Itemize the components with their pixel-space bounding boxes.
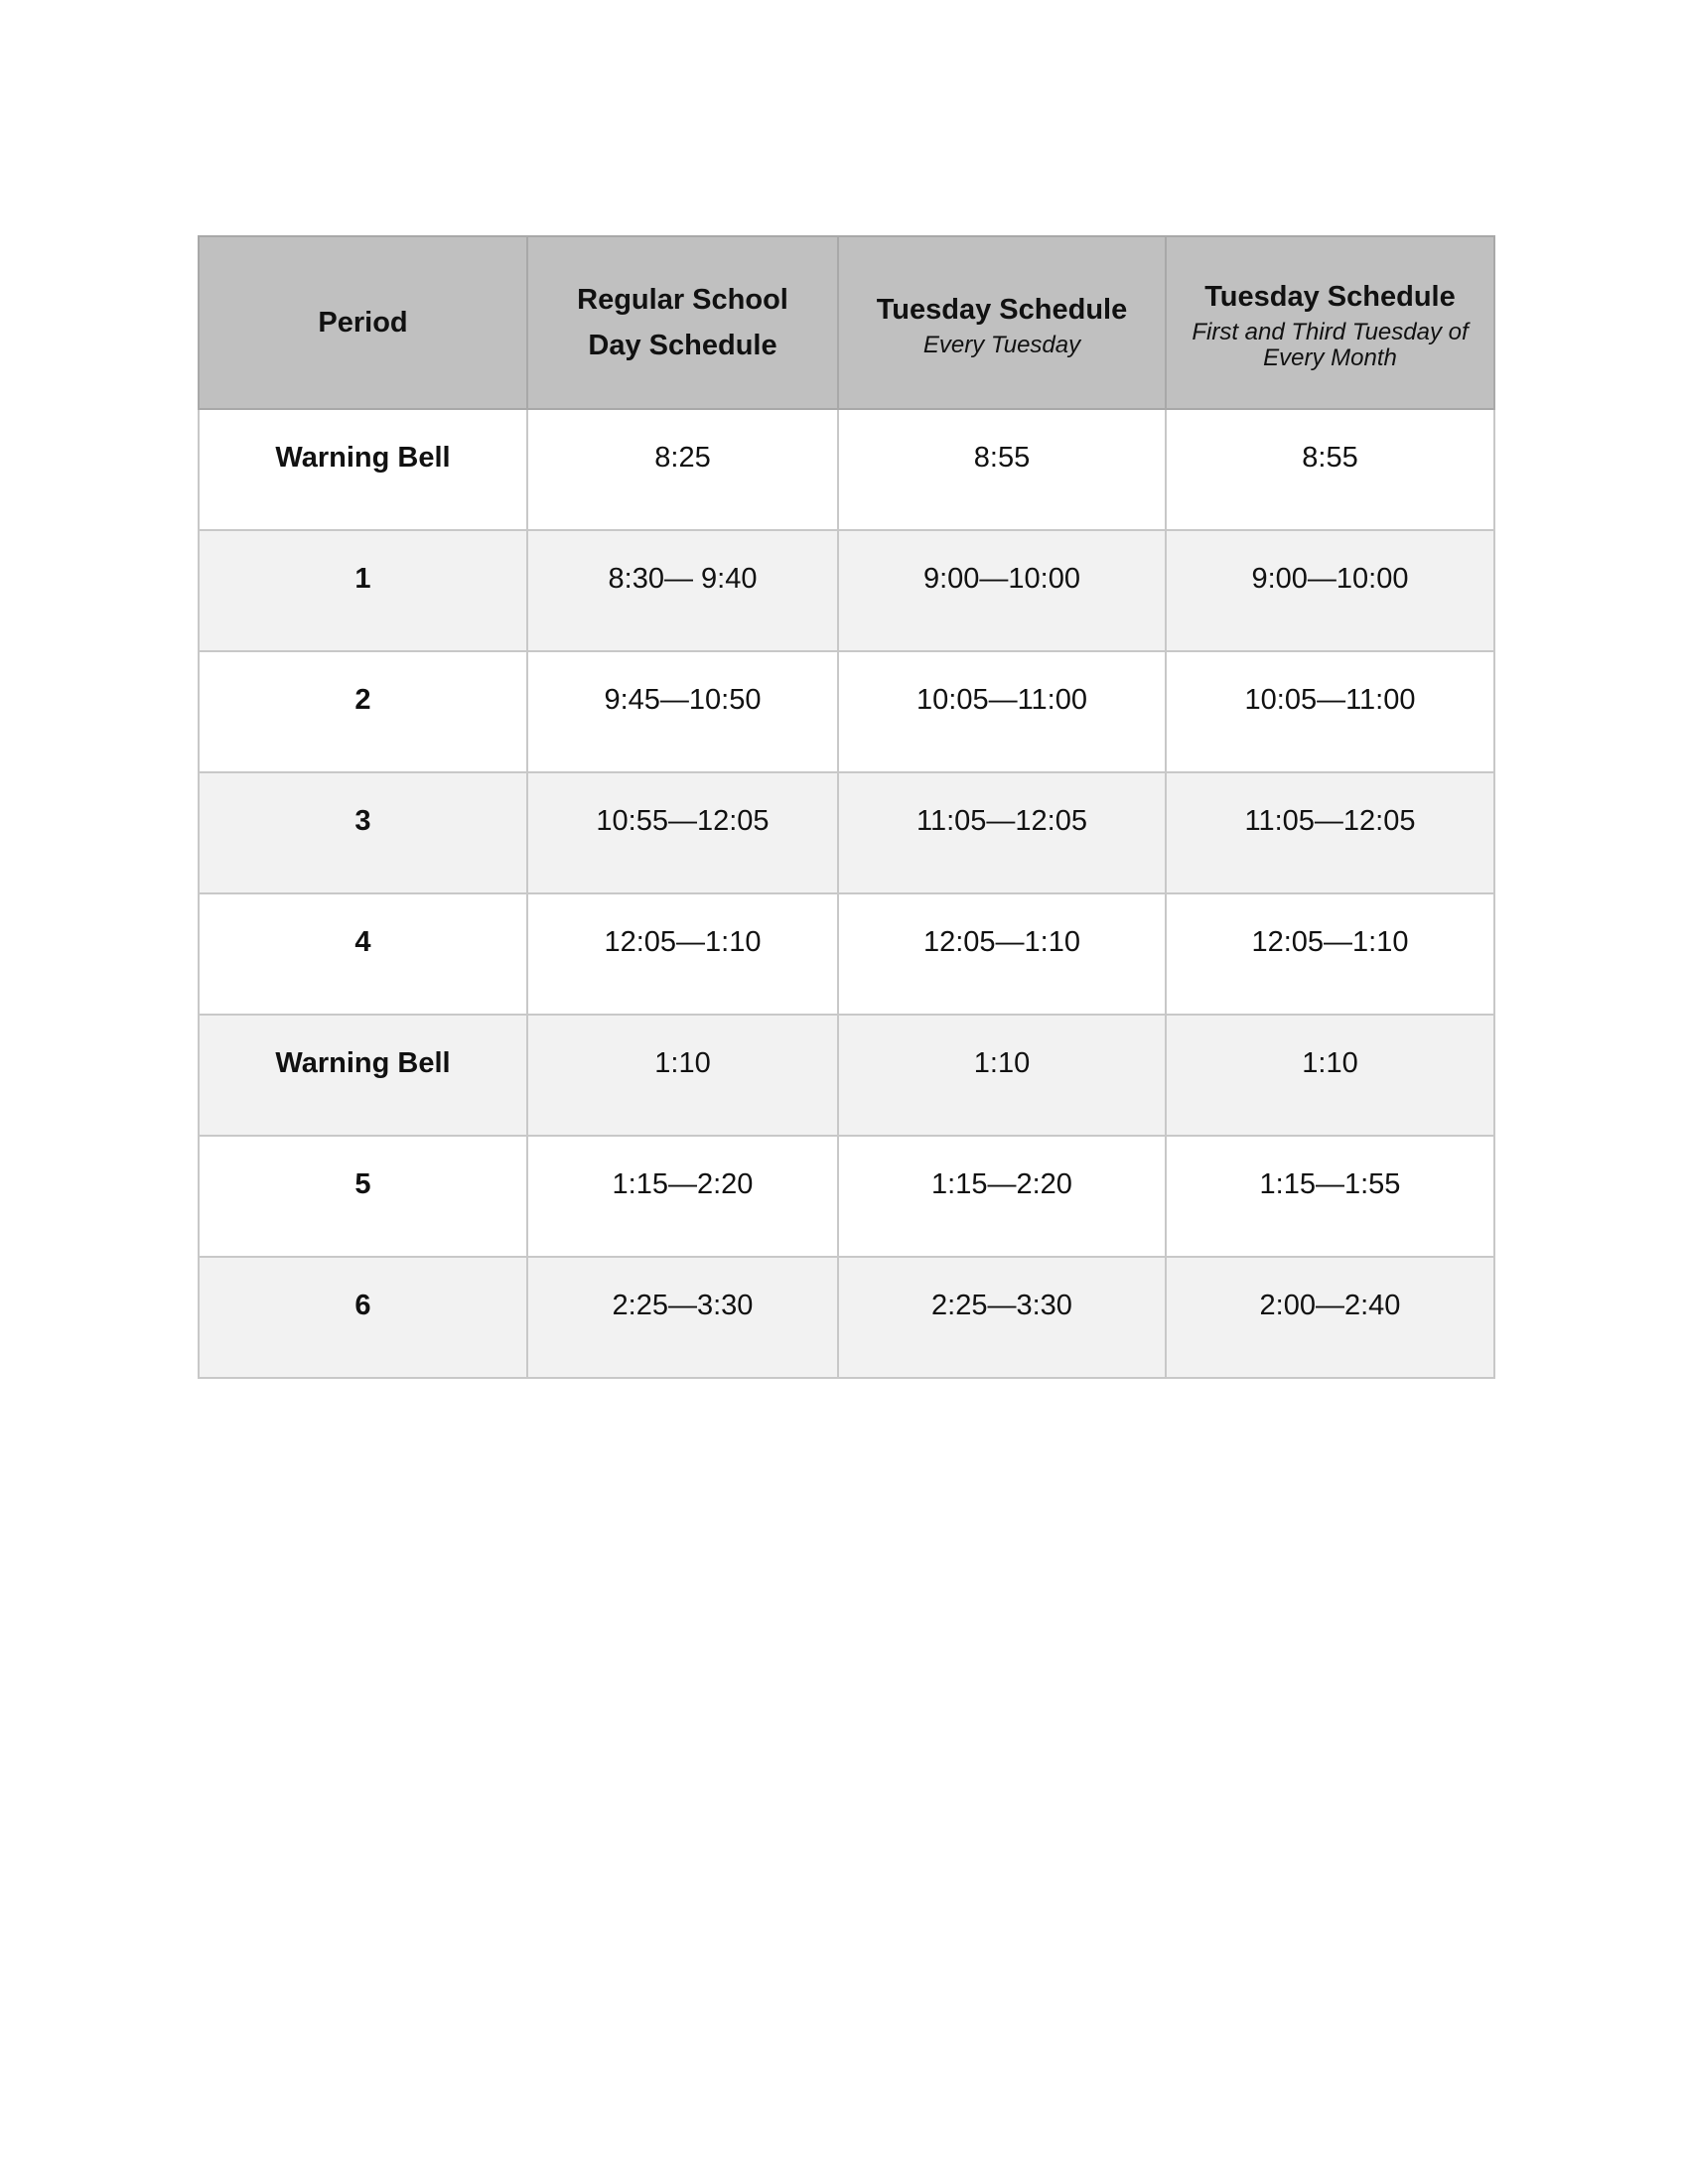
table-row xyxy=(199,893,1494,1015)
period-cell: 2 xyxy=(199,651,527,772)
tuesday2-time-cell: 1:10 xyxy=(1166,1015,1494,1136)
table-body xyxy=(199,409,1494,1378)
header-tuesday-schedule xyxy=(838,236,1166,409)
period-cell: 1 xyxy=(199,530,527,651)
table-header xyxy=(199,236,1494,409)
regular-time-cell: 10:55—12:05 xyxy=(527,772,838,893)
tuesday-time-cell: 11:05—12:05 xyxy=(838,772,1166,893)
period-cell: 3 xyxy=(199,772,527,893)
table-row xyxy=(199,409,1494,530)
bell-schedule-table xyxy=(198,235,1495,1379)
tuesday2-time-cell: 11:05—12:05 xyxy=(1166,772,1494,893)
table-row xyxy=(199,772,1494,893)
header-regular-line2: Day Schedule xyxy=(588,330,777,361)
regular-time-cell: 1:15—2:20 xyxy=(527,1136,838,1257)
tuesday2-time-cell: 1:15—1:55 xyxy=(1166,1136,1494,1257)
tuesday2-time-cell: 8:55 xyxy=(1166,409,1494,530)
table-row xyxy=(199,1136,1494,1257)
tuesday2-time-cell: 9:00—10:00 xyxy=(1166,530,1494,651)
header-tuesday-subtitle: Every Tuesday xyxy=(922,332,1081,358)
tuesday-time-cell: 2:25—3:30 xyxy=(838,1257,1166,1378)
regular-time-cell: 9:45—10:50 xyxy=(527,651,838,772)
tuesday2-time-cell: 12:05—1:10 xyxy=(1166,893,1494,1015)
tuesday2-time-cell: 2:00—2:40 xyxy=(1166,1257,1494,1378)
period-cell: 4 xyxy=(199,893,527,1015)
table-row xyxy=(199,1257,1494,1378)
tuesday-time-cell: 1:10 xyxy=(838,1015,1166,1136)
regular-time-cell: 2:25—3:30 xyxy=(527,1257,838,1378)
header-period-label: Period xyxy=(318,307,408,339)
regular-time-cell: 8:30— 9:40 xyxy=(527,530,838,651)
header-row xyxy=(199,236,1494,409)
tuesday-time-cell: 12:05—1:10 xyxy=(838,893,1166,1015)
tuesday-time-cell: 10:05—11:00 xyxy=(838,651,1166,772)
regular-time-cell: 1:10 xyxy=(527,1015,838,1136)
table-row xyxy=(199,651,1494,772)
tuesday-time-cell: 8:55 xyxy=(838,409,1166,530)
header-period xyxy=(199,236,527,409)
table-row xyxy=(199,1015,1494,1136)
tuesday-time-cell: 9:00—10:00 xyxy=(838,530,1166,651)
header-first-third-tuesday-schedule xyxy=(1166,236,1494,409)
header-tuesday-title: Tuesday Schedule xyxy=(876,294,1128,326)
period-cell: 5 xyxy=(199,1136,527,1257)
regular-time-cell: 8:25 xyxy=(527,409,838,530)
header-tuesday2-title: Tuesday Schedule xyxy=(1204,281,1456,313)
regular-time-cell: 12:05—1:10 xyxy=(527,893,838,1015)
table-row xyxy=(199,530,1494,651)
period-cell: 6 xyxy=(199,1257,527,1378)
header-regular-line1: Regular School xyxy=(577,284,788,316)
header-regular-schedule xyxy=(527,236,838,409)
tuesday-time-cell: 1:15—2:20 xyxy=(838,1136,1166,1257)
period-cell: Warning Bell xyxy=(199,409,527,530)
header-tuesday2-subtitle: First and Third Tuesday of Every Month xyxy=(1192,319,1469,371)
tuesday2-time-cell: 10:05—11:00 xyxy=(1166,651,1494,772)
period-cell: Warning Bell xyxy=(199,1015,527,1136)
